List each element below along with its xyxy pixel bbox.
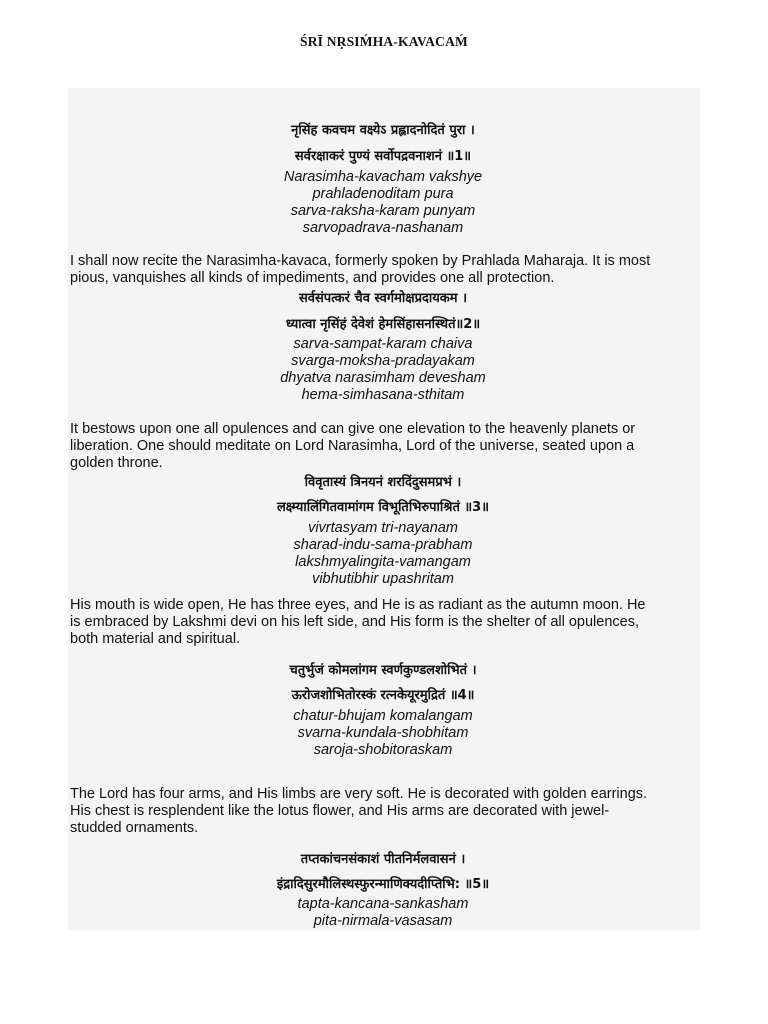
verse-2-translation-line-1: It bestows upon one all opulences and can give one elevation to the heavenly planets or xyxy=(70,421,636,437)
verse-4-translit-line-1: chatur-bhujam komalangam xyxy=(293,708,473,724)
verse-1-sanskrit-line-1: नृसिंह कवचम वक्ष्येऽ प्रह्लादनोदितं पुरा । xyxy=(291,123,475,138)
verse-5-sanskrit-line-1: तप्तकांचनसंकाशं पीतनिर्मलवासनं । xyxy=(300,852,466,867)
verse-3-translation-line-3: both material and spiritual. xyxy=(70,631,241,647)
verse-2-translation-line-3: golden throne. xyxy=(70,455,163,471)
verse-4-translation-line-3: studded ornaments. xyxy=(70,820,199,836)
verse-3-translit-line-4: vibhutibhir upashritam xyxy=(312,571,454,587)
verse-3-sanskrit-line-1: विवृतास्यं त्रिनयनं शरदिंदुसमप्रभं । xyxy=(304,475,462,490)
verse-3-translit-line-3: lakshmyalingita-vamangam xyxy=(295,554,471,570)
verse-4-sanskrit-line-2: ऊरोजशोभितोरस्कं रत्नकेयूरमुद्रितं ॥4॥ xyxy=(291,688,475,703)
verse-2-translit-line-1: sarva-sampat-karam chaiva xyxy=(293,336,473,352)
verse-3-translit-line-2: sharad-indu-sama-prabham xyxy=(293,537,473,553)
verse-3-sanskrit-line-2: लक्ष्म्यालिंगितवामांगम विभूतिभिरुपाश्रितं ॥3॥ xyxy=(276,500,490,515)
verse-3-translation-line-1: His mouth is wide open, He has three eyes, and He is as radiant as the autumn moon. He xyxy=(70,597,646,613)
verse-4-translit-line-3: saroja-shobitoraskam xyxy=(313,742,453,758)
verse-5-translit-line-1: tapta-kancana-sankasham xyxy=(297,896,469,912)
verse-1-sanskrit-line-2: सर्वरक्षाकरं पुण्यं सर्वोपद्रवनाशनं ॥1॥ xyxy=(294,149,472,164)
verse-2-translation-line-2: liberation. One should meditate on Lord Narasimha, Lord of the universe, seated upon a xyxy=(70,438,635,454)
page-title: ŚRĪ NṚSIḾHA-KAVACAḾ xyxy=(300,34,468,49)
verse-4-translation-line-2: His chest is resplendent like the lotus flower, and His arms are decorated with jewel- xyxy=(70,803,610,819)
verse-1-translit-line-1: Narasimha-kavacham vakshye xyxy=(283,169,483,185)
verse-1-translit-line-2: prahladenoditam pura xyxy=(312,186,454,202)
verse-5-sanskrit-line-2: इंद्रादिसुरमौलिस्थस्फुरन्माणिक्यदीप्तिभि: ॥5॥ xyxy=(276,877,490,892)
verse-2-sanskrit-line-1: सर्वसंपत्करं चैव स्वर्गमोक्षप्रदायकम । xyxy=(298,291,468,306)
verse-5-translit-line-2: pita-nirmala-vasasam xyxy=(313,913,453,929)
verse-1-translit-line-3: sarva-raksha-karam punyam xyxy=(290,203,476,219)
verse-2-translit-line-2: svarga-moksha-pradayakam xyxy=(291,353,475,369)
verse-1-translit-line-4: sarvopadrava-nashanam xyxy=(302,220,464,236)
verse-1-translation-line-1: I shall now recite the Narasimha-kavaca, formerly spoken by Prahlada Maharaja. It is most xyxy=(70,253,651,269)
verse-3-translation-line-2: is embraced by Lakshmi devi on his left side, and His form is the shelter of all opulences, xyxy=(70,614,639,630)
verse-4-translation-line-1: The Lord has four arms, and His limbs are very soft. He is decorated with golden earrings. xyxy=(70,786,648,802)
verse-4-translit-line-2: svarna-kundala-shobhitam xyxy=(297,725,469,741)
verse-2-sanskrit-line-2: ध्यात्वा नृसिंहं देवेशं हेमसिंहासनस्थितं॥2॥ xyxy=(285,317,481,332)
verse-3-translit-line-1: vivrtasyam tri-nayanam xyxy=(308,520,458,536)
verse-4-sanskrit-line-1: चतुर्भुजं कोमलांगम स्वर्णकुण्डलशोभितं । xyxy=(289,663,477,678)
verse-2-translit-line-4: hema-simhasana-sthitam xyxy=(301,387,465,403)
verse-1-translation-line-2: pious, vanquishes all kinds of impediments, and provides one all protection. xyxy=(70,270,555,286)
verse-2-translit-line-3: dhyatva narasimham devesham xyxy=(280,370,486,386)
